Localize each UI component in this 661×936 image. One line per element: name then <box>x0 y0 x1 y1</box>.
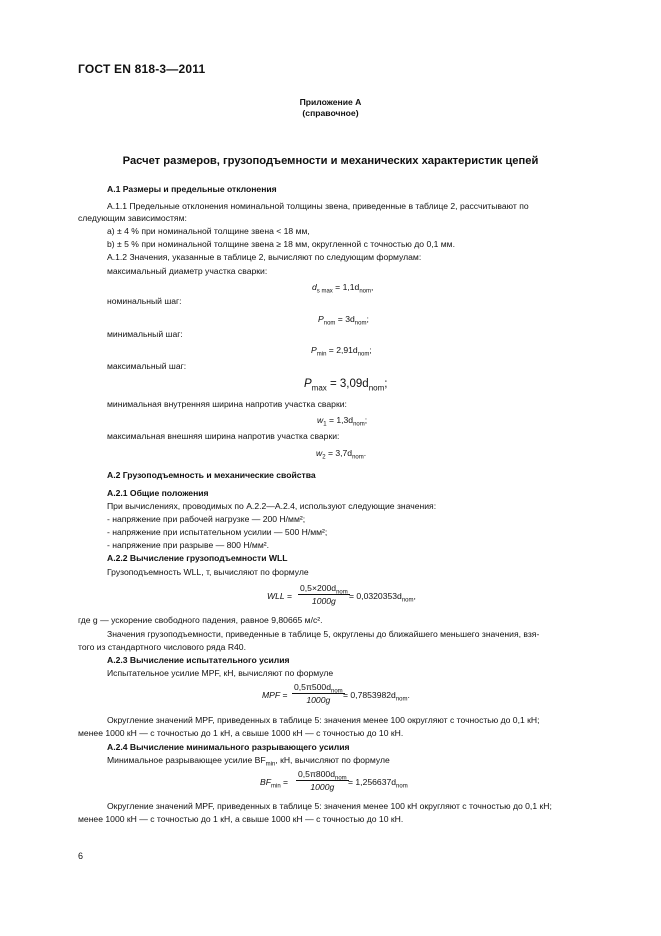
page-number: 6 <box>78 851 84 861</box>
label-p-max: максимальный шаг: <box>107 361 187 371</box>
formula-mpf-rhs: = $0,7853982d_{nom}$. <box>343 690 410 703</box>
formula-p-max: $P_{max} = 3,09d_{nom}$; <box>304 378 388 393</box>
formula-wll-lhs: WLL = <box>267 591 292 601</box>
annex-subtitle: (справочное) <box>302 108 359 118</box>
formula-w1: $w_1 = 1,3d_{nom}$; <box>317 415 368 428</box>
standard-code: ГОСТ EN 818-3—2011 <box>78 62 206 76</box>
label-p-nom: номинальный шаг: <box>107 296 182 306</box>
formula-bf-fraction: $0,5\pi 800d_{nom}$ 1000g <box>298 769 347 792</box>
paragraph-a12: А.1.2 Значения, указанные в таблице 2, вычисляют по следующим формулам: <box>107 252 422 262</box>
formula-p-nom: $P_{nom} = 3d_{nom}$; <box>318 314 369 327</box>
section-a2-heading: А.2 Грузоподъемность и механические свойства <box>107 470 316 480</box>
subsection-a22-heading: А.2.2 Вычисление грузоподъемности WLL <box>107 553 288 563</box>
section-a1-heading: А.1 Размеры и предельные отклонения <box>107 184 277 194</box>
list-item-a: а) ± 4 % при номинальной толщине звена < 18 мм, <box>107 226 310 236</box>
list-item-proof-stress: - напряжение при испытательном усилии — 500 Н/мм²; <box>107 527 328 537</box>
formula-mpf-lhs: MPF = <box>262 690 288 700</box>
subsection-a21-heading: А.2.1 Общие положения <box>107 488 209 498</box>
main-title: Расчет размеров, грузоподъемности и механических характеристик цепей <box>122 155 539 167</box>
bf-rounding-line2: менее 1000 кН — с точностью до 1 кН, а свыше 1000 кН — с точностью до 10 кН. <box>78 814 404 824</box>
bf-rounding-line1: Округление значений MPF, приведенных в таблице 5: значения менее 100 кН округляют с точностью до 0,1 кН; <box>107 801 552 811</box>
paragraph-a11-line1: А.1.1 Предельные отклонения номинальной толщины звена, приведенные в таблице 2, рассчитывают по <box>107 201 529 211</box>
label-w2: максимальная внешняя ширина напротив участка сварки: <box>107 431 340 441</box>
rounding-note-line2: того из стандартного числового ряда R40. <box>78 642 246 652</box>
formula-p-min: $P_{min} = 2,91d_{nom}$; <box>311 345 372 358</box>
formula-wll-fraction: $0,5\times 200d_{nom}$ 1000g <box>300 583 348 606</box>
formula-ds-max: $d_{s max} = 1,1d_{nom}$, <box>312 282 374 295</box>
paragraph-a11-line2: следующим зависимостям: <box>78 213 187 223</box>
paragraph-a24: Минимальное разрывающее усилие $BF_{min}$, кН, вычисляют по формуле <box>107 755 390 768</box>
mpf-rounding-line1: Округление значений MPF, приведенных в таблице 5: значения менее 100 округляют с точностью до 0,1 кН; <box>107 715 540 725</box>
list-item-b: b) ± 5 % при номинальной толщине звена ≥ 18 мм, округленной с точностью до 0,1 мм. <box>107 239 455 249</box>
g-definition: где g — ускорение свободного падения, равное 9,80665 м/с². <box>78 615 323 625</box>
annex-title: Приложение А <box>299 97 362 107</box>
list-item-breaking-stress: - напряжение при разрыве — 800 Н/мм². <box>107 540 269 550</box>
paragraph-a22: Грузоподъемность WLL, т, вычисляют по формуле <box>107 567 309 577</box>
rounding-note-line1: Значения грузоподъемности, приведенные в таблице 5, округлены до ближайшего меньшего значения, взя- <box>107 629 540 639</box>
mpf-rounding-line2: менее 1000 кН — с точностью до 1 кН, а свыше 1000 кН — с точностью до 10 кН. <box>78 728 404 738</box>
subsection-a23-heading: А.2.3 Вычисление испытательного усилия <box>107 655 290 665</box>
formula-bf-lhs: $BF_{min}$ = <box>260 777 289 790</box>
list-item-working-stress: - напряжение при рабочей нагрузке — 200 Н/мм²; <box>107 514 306 524</box>
subsection-a24-heading: А.2.4 Вычисление минимального разрывающего усилия <box>107 742 350 752</box>
label-ds-max: максимальный диаметр участка сварки: <box>107 266 268 276</box>
label-w1: минимальная внутренняя ширина напротив участка сварки: <box>107 399 347 409</box>
formula-mpf-fraction: $0,5\pi 500d_{nom}$ 1000g <box>294 682 343 705</box>
formula-wll-rhs: = $0,0320353d_{nom}$, <box>349 591 416 604</box>
paragraph-a21: При вычислениях, проводимых по А.2.2—А.2.4, используют следующие значения: <box>107 501 437 511</box>
formula-bf-rhs: = $1,256637d_{nom}$ <box>348 777 408 790</box>
paragraph-a23: Испытательное усилие MPF, кН, вычисляют по формуле <box>107 668 334 678</box>
label-p-min: минимальный шаг: <box>107 329 183 339</box>
formula-w2: $w_2 = 3,7d_{nom}$. <box>316 448 367 461</box>
